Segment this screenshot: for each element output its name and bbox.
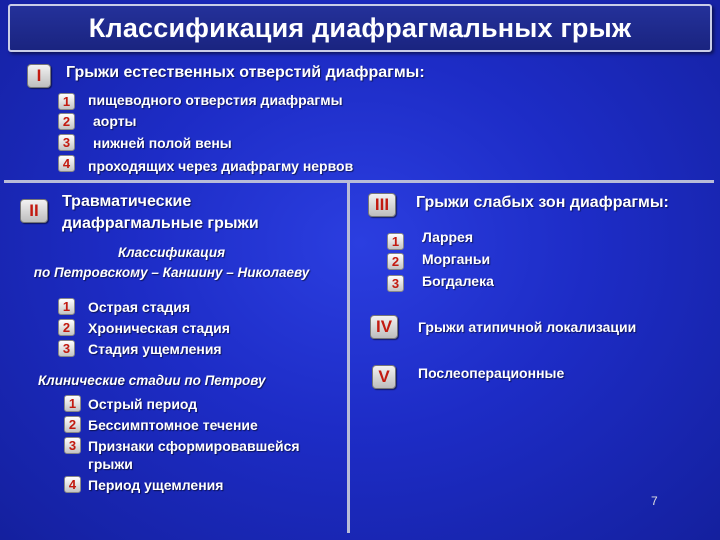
classification-title: Классификация <box>117 245 226 260</box>
section-4-numeral: IV <box>370 315 398 339</box>
clinical-2-number: 2 <box>64 416 81 433</box>
clinical-3-number: 3 <box>64 437 81 454</box>
section-1-item-1-text: пищеводного отверстия диафрагмы <box>88 92 343 108</box>
section-5-numeral: V <box>372 365 396 389</box>
clinical-3-text: Признаки сформировавшейся <box>88 438 300 454</box>
horizontal-divider <box>4 180 714 183</box>
clinical-stages-title: Клинические стадии по Петрову <box>38 373 266 388</box>
section-1-numeral: I <box>27 64 51 88</box>
clinical-1-text: Острый период <box>88 396 198 412</box>
section-3-item-2-number: 2 <box>387 253 404 270</box>
section-3-item-3-number: 3 <box>387 275 404 292</box>
section-1-item-4-text: проходящих через диафрагму нервов <box>88 158 354 174</box>
section-2-heading-line-1: Травматические <box>62 193 192 210</box>
vertical-divider <box>347 181 350 533</box>
section-1-item-1-number: 1 <box>58 93 75 110</box>
section-1-item-4-number: 4 <box>58 155 75 172</box>
section-4-text: Грыжи атипичной локализации <box>418 319 637 335</box>
stage-3-text: Стадия ущемления <box>88 341 222 357</box>
section-3-item-3-text: Богдалека <box>422 273 494 289</box>
title-bar <box>8 4 712 52</box>
stage-2-number: 2 <box>58 319 75 336</box>
page-title: Классификация диафрагмальных грыж <box>88 13 632 43</box>
section-3-item-1-text: Ларрея <box>422 229 474 245</box>
section-1-item-2-number: 2 <box>58 113 75 130</box>
stage-1-number: 1 <box>58 298 75 315</box>
section-3-item-1-number: 1 <box>387 233 404 250</box>
page-number: 7 <box>651 494 658 508</box>
section-1-item-3-number: 3 <box>58 134 75 151</box>
section-1-item-3-text: нижней полой вены <box>93 135 232 151</box>
section-5-text: Послеоперационные <box>418 365 565 381</box>
section-3-heading: Грыжи слабых зон диафрагмы: <box>416 194 669 211</box>
section-3-numeral: III <box>368 193 396 217</box>
section-3-item-2-text: Морганьи <box>422 251 491 267</box>
stage-2-text: Хроническая стадия <box>88 320 230 336</box>
stage-3-number: 3 <box>58 340 75 357</box>
clinical-4-text: Период ущемления <box>88 477 224 493</box>
clinical-3-text-line-2: грыжи <box>88 456 133 472</box>
stage-1-text: Острая стадия <box>88 299 191 315</box>
clinical-1-number: 1 <box>64 395 81 412</box>
section-1-heading: Грыжи естественных отверстий диафрагмы: <box>66 64 425 81</box>
clinical-4-number: 4 <box>64 476 81 493</box>
classification-authors: по Петровскому – Каншину – Николаеву <box>33 265 310 280</box>
section-1-item-2-text: аорты <box>93 113 137 129</box>
clinical-2-text: Бессимптомное течение <box>88 417 258 433</box>
section-2-numeral: II <box>20 199 48 223</box>
section-2-heading-line-2: диафрагмальные грыжи <box>62 215 259 232</box>
